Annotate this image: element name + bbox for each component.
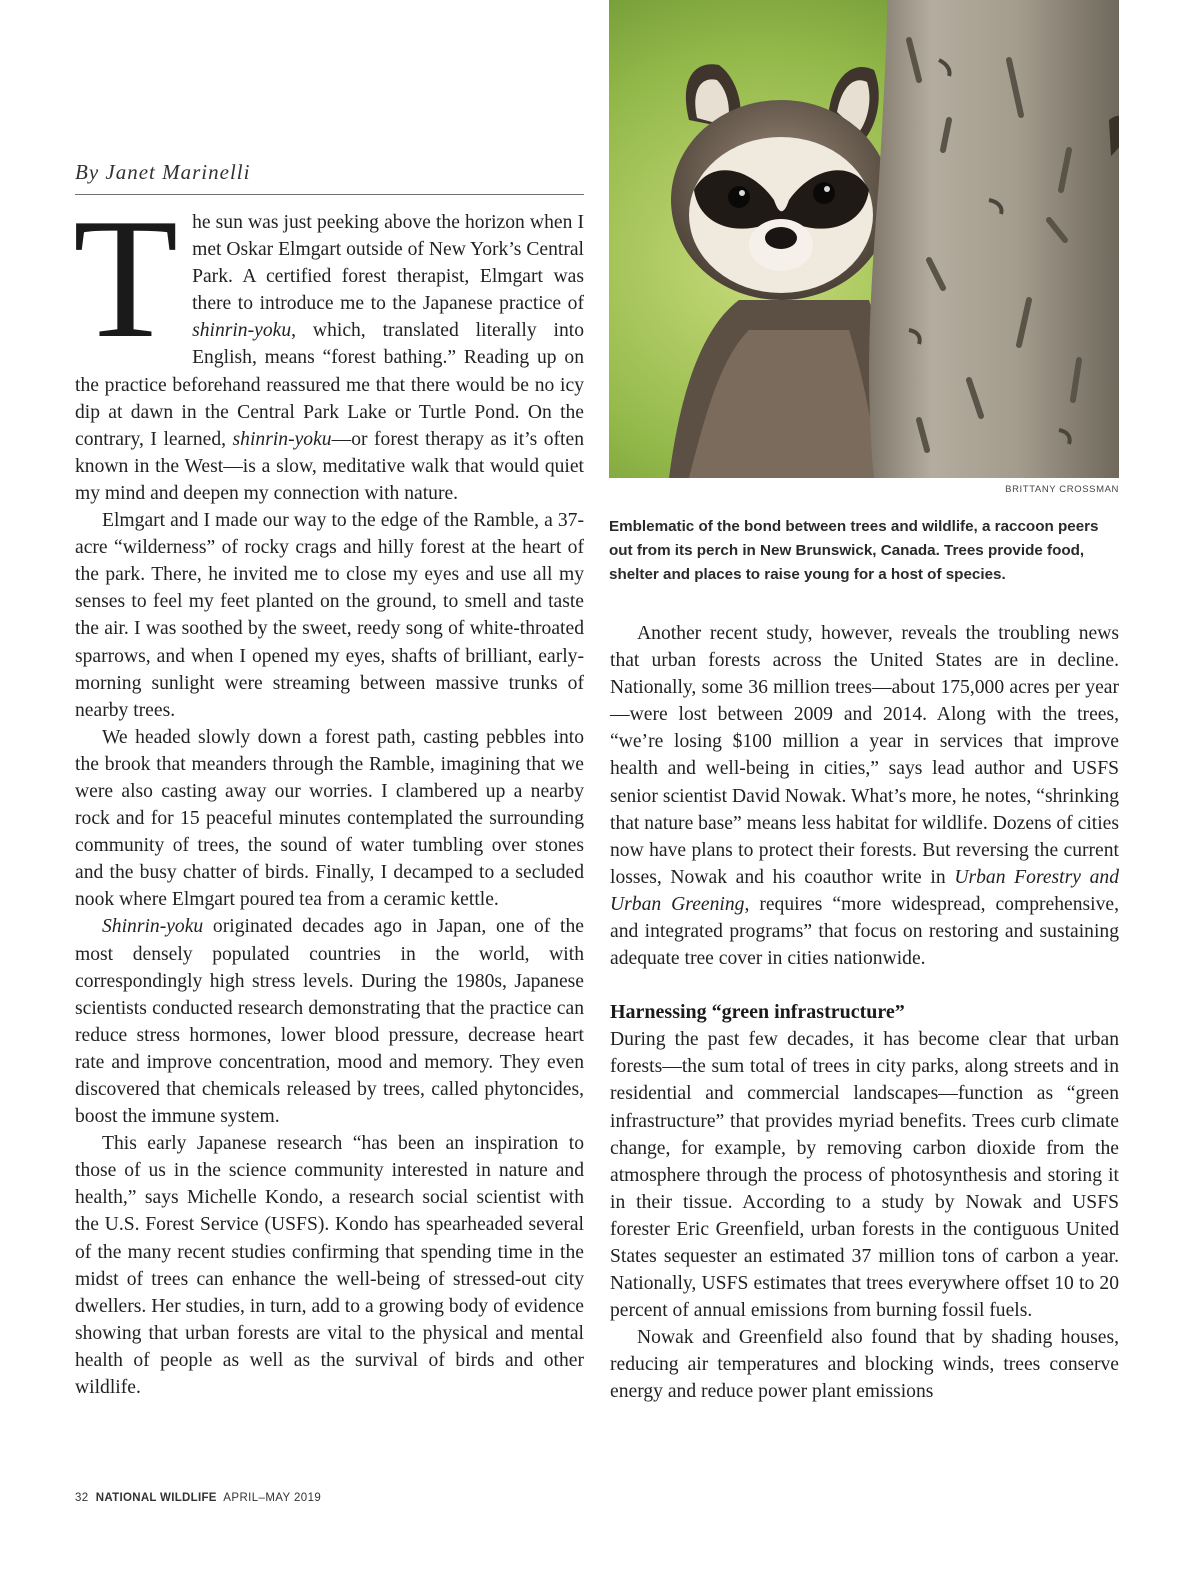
issue-date: APRIL–MAY 2019 bbox=[223, 1492, 322, 1504]
page-number: 32 bbox=[75, 1492, 89, 1504]
p6-text-a: Another recent study, however, reveals the troubling news that urban forests across the United States are in decline. Nationally, some 36 million trees—about 175,000 acres per year—were lost between 2009 and 2014. Along with the trees, “we’re losing $100 million a year in services that improve health and well-being in cities,” says lead author and USFS senior scientist David Nowak. What’s more, he notes, “shrinking that nature base” means less habitat for wildlife. Dozens of cities now have plans to protect their forests. But reversing the current losses, Nowak and his coauthor write in bbox=[610, 623, 1119, 888]
paragraph-1 bbox=[73, 184, 584, 507]
paragraph-5: This early Japanese research “has been an inspiration to those of us in the science community interested in nature and health,” says Michelle Kondo, a research social scientist with the U.S. Forest Service (USFS). Kondo has spearheaded several of the many recent studies confirming that spending time in the midst of trees can enhance the well-being of stressed-out city dwellers. Her studies, in turn, add to a growing body of evidence showing that urban forests are vital to the physical and mental health of people as well as the survival of birds and other wildlife. bbox=[75, 1133, 584, 1399]
p1-italic-shinrin-yoku: shinrin-yoku bbox=[192, 320, 292, 342]
paragraph-6 bbox=[610, 620, 1119, 972]
paragraph-4 bbox=[75, 913, 584, 1130]
p1-text-b: , which, translated literally into English, means “forest bathing.” Reading up on the practice beforehand reassured me that there would be no icy dip at dawn in the Central Park Lake or Turtle Pond. On the contrary, I learned, bbox=[75, 320, 584, 450]
section-heading: Harnessing “green infrastructure” bbox=[610, 1001, 905, 1024]
p1-text-c: —or forest therapy as it’s often known in the West—is a slow, meditative walk that would quiet my mind and deepen my connection with nature. bbox=[75, 428, 584, 504]
drop-cap: T bbox=[73, 184, 179, 374]
page-footer bbox=[75, 1492, 321, 1504]
paragraph-7: During the past few decades, it has become clear that urban forests—the sum total of trees in city parks, along streets and in residential and commercial landscapes—function as “green infrastructure” that provides myriad benefits. Trees curb climate change, for example, by removing carbon dioxide from the atmosphere through the process of photosynthesis and storing it in their tissue. According to a study by Nowak and USFS forester Eric Greenfield, urban forests in the contiguous United States sequester an estimated 37 million tons of carbon a year. Nationally, USFS estimates that trees everywhere offset 10 to 20 percent of annual emissions from burning fossil fuels. bbox=[610, 1029, 1119, 1322]
right-column bbox=[610, 620, 1119, 1406]
photo-caption: Emblematic of the bond between trees and wildlife, a raccoon peers out from its perch in New Brunswick, Canada. Trees provide food, shelter and places to raise young for a host of species. bbox=[609, 518, 1099, 583]
raccoon-illustration bbox=[609, 0, 1119, 478]
magazine-name: NATIONAL WILDLIFE bbox=[95, 1492, 217, 1504]
paragraph-3: We headed slowly down a forest path, casting pebbles into the brook that meanders through the Ramble, imagining that we were also casting away our worries. I clambered up a nearby rock and for 15 peaceful minutes contemplated the surrounding community of trees, the sound of water tumbling over stones and the busy chatter of birds. Finally, I decamped to a secluded nook where Elmgart poured tea from a ceramic kettle. bbox=[75, 726, 584, 911]
p1-text-a: he sun was just peeking above the horizon when I met Oskar Elmgart outside of New York’s Central Park. A certified forest therapist, Elmgart was there to introduce me to the Japanese practice of bbox=[192, 212, 584, 315]
paragraph-8: Nowak and Greenfield also found that by shading houses, reducing air temperatures and blocking winds, trees conserve energy and reduce power plant emissions bbox=[610, 1327, 1119, 1403]
p6-italic-journal: Urban Forestry and Urban Greening bbox=[610, 866, 1120, 915]
raccoon-photo bbox=[609, 0, 1119, 478]
p4-text: originated decades ago in Japan, one of the most densely populated countries in the world, with correspondingly high stress levels. During the 1980s, Japanese scientists conducted research demonstrating that the practice can reduce stress hormones, lower blood pressure, decrease heart rate and improve concentration, mood and memory. They even discovered that chemicals released by trees, called phytoncides, boost the immune system. bbox=[75, 916, 584, 1128]
paragraph-2: Elmgart and I made our way to the edge of the Ramble, a 37-acre “wilderness” of rocky crags and hilly forest at the heart of the park. There, he invited me to close my eyes and use all my senses to feel my feet planted on the ground, to smell and taste the air. I was soothed by the sweet, reedy song of white-throated sparrows, and when I opened my eyes, shafts of brilliant, early-morning sunlight were streaming between massive trunks of nearby trees. bbox=[75, 510, 584, 721]
p4-italic-shinrin-yoku: Shinrin-yoku bbox=[102, 916, 204, 938]
p1-italic-shinrin-yoku-2: shinrin-yoku bbox=[232, 428, 332, 450]
byline: By Janet Marinelli bbox=[75, 160, 584, 195]
left-column bbox=[75, 160, 584, 1401]
photo-credit: BRITTANY CROSSMAN bbox=[1005, 484, 1119, 495]
p6-text-b: , requires “more widespread, comprehensive, and integrated programs” that focus on restoring and sustaining adequate tree cover in cities nationwide. bbox=[610, 893, 1119, 970]
